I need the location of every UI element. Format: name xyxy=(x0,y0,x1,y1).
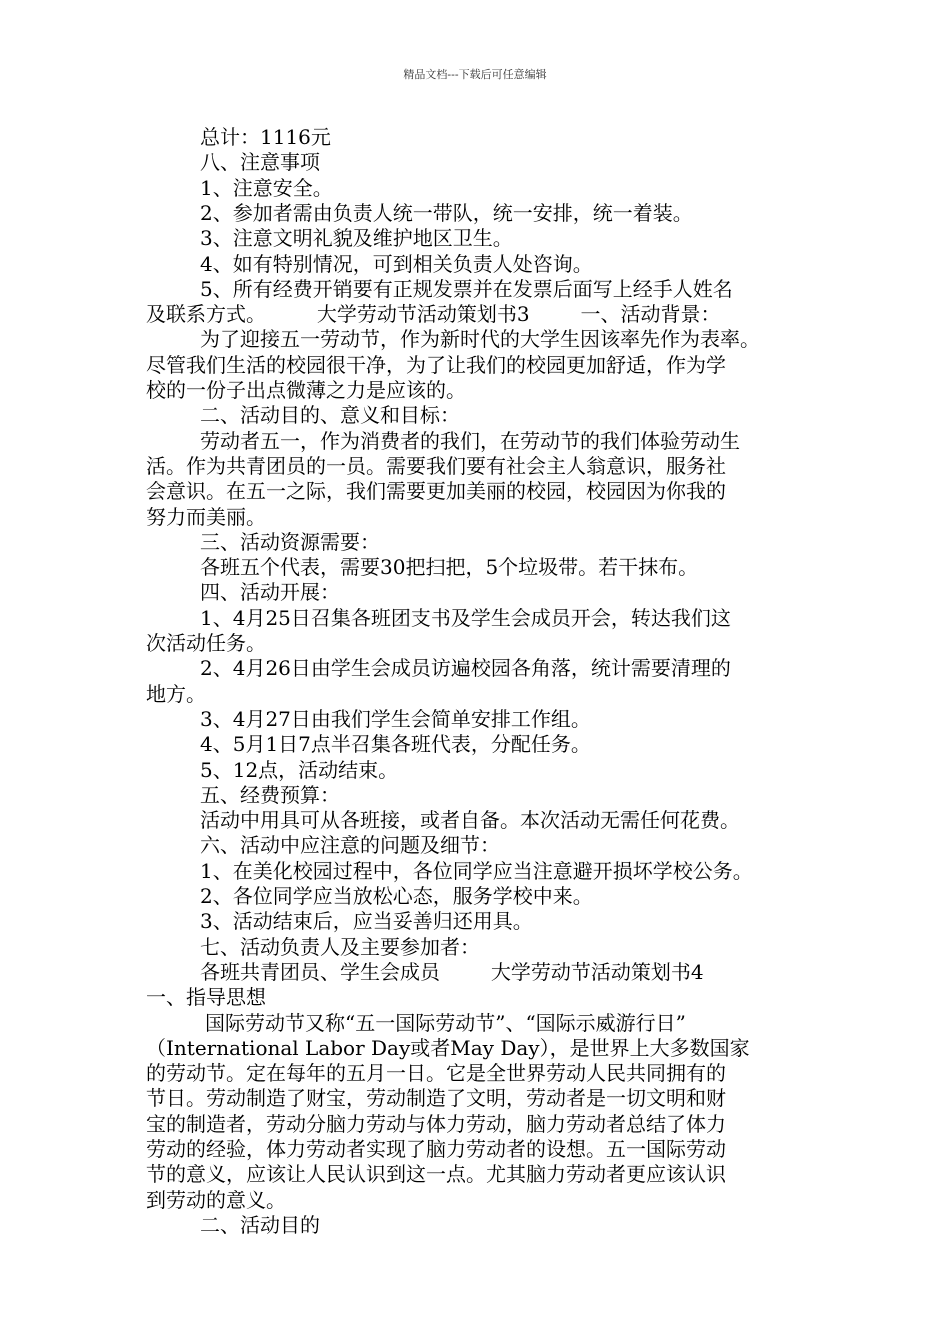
text-line: 二、活动目的、意义和目标： xyxy=(200,403,460,428)
text-line: 4、5月1日7点半召集各班代表，分配任务。 xyxy=(200,732,591,757)
text-line: 3、注意文明礼貌及维护地区卫生。 xyxy=(200,226,513,251)
text-line: 3、4月27日由我们学生会简单安排工作组。 xyxy=(200,706,591,731)
text-line: 及联系方式。 大学劳动节活动策划书3 一、活动背景： xyxy=(146,302,721,327)
text-line: 1、4月25日召集各班团支书及学生会成员开会，转达我们这 xyxy=(200,605,731,630)
text-line: 2、参加者需由负责人统一带队，统一安排，统一着装。 xyxy=(200,200,693,225)
text-line: 努力而美丽。 xyxy=(146,504,266,529)
text-line: 国际劳动节又称“五一国际劳动节”、“国际示威游行日” xyxy=(205,1010,686,1035)
text-line: 劳动者五一，作为消费者的我们，在劳动节的我们体验劳动生 xyxy=(200,428,740,453)
text-line: 5、所有经费开销要有正规发票并在发票后面写上经手人姓名 xyxy=(200,276,733,301)
text-line: 2、各位同学应当放松心态，服务学校中来。 xyxy=(200,884,593,908)
text-line: 四、活动开展： xyxy=(200,580,340,605)
text-line: 活动中用具可从各班接，或者自备。本次活动无需任何花费。 xyxy=(200,808,740,833)
text-line: 1、在美化校园过程中，各位同学应当注意避开损坏学校公务。 xyxy=(200,858,753,883)
text-line: 2、4月26日由学生会成员访遍校园各角落，统计需要清理的 xyxy=(200,656,731,681)
text-line: 的劳动节。定在每年的五月一日。它是全世界劳动人民共同拥有的 xyxy=(146,1061,726,1086)
header-watermark: 精品文档---下载后可任意编辑 xyxy=(403,68,547,81)
text-line: 1、注意安全。 xyxy=(200,175,333,200)
text-line: 五、经费预算： xyxy=(200,782,340,807)
text-line: 六、活动中应注意的问题及细节： xyxy=(200,833,500,858)
text-line: 4、如有特别情况，可到相关负责人处咨询。 xyxy=(200,251,593,276)
text-line: 校的一份子出点微薄之力是应该的。 xyxy=(146,378,466,402)
text-line: 宝的制造者，劳动分脑力劳动与体力劳动，脑力劳动者总结了体力 xyxy=(146,1111,726,1136)
text-line: 八、注意事项 xyxy=(200,150,320,175)
text-line: 次活动任务。 xyxy=(146,631,266,655)
text-line: 劳动的经验，体力劳动者实现了脑力劳动者的设想。五一国际劳动 xyxy=(146,1137,726,1161)
text-line: 会意识。在五一之际，我们需要更加美丽的校园，校园因为你我的 xyxy=(146,479,726,504)
text-line: 3、活动结束后，应当妥善归还用具。 xyxy=(200,909,533,934)
text-line: 二、活动目的 xyxy=(200,1212,320,1237)
text-line: 七、活动负责人及主要参加者： xyxy=(200,934,480,959)
text-line: 到劳动的意义。 xyxy=(146,1187,286,1212)
text-line: 三、活动资源需要： xyxy=(200,529,380,554)
text-line: 地方。 xyxy=(146,681,206,706)
text-line: 活。作为共青团员的一员。需要我们要有社会主人翁意识，服务社 xyxy=(146,453,726,478)
text-line: 5、12点，活动结束。 xyxy=(200,757,399,782)
text-line: 节的意义，应该让人民认识到这一点。尤其脑力劳动者更应该认识 xyxy=(146,1162,726,1187)
text-line: 节日。劳动制造了财宝，劳动制造了文明，劳动者是一切文明和财 xyxy=(146,1086,726,1111)
text-line: 总计：1116元 xyxy=(200,125,331,149)
text-line: （International Labor Day或者May Day），是世界上大多数国家 xyxy=(146,1035,750,1060)
text-line: 各班共青团员、学生会成员 大学劳动节活动策划书4 xyxy=(200,959,704,984)
text-line: 尽管我们生活的校园很干净，为了让我们的校园更加舒适，作为学 xyxy=(146,352,726,377)
text-line: 各班五个代表，需要30把扫把，5个垃圾带。若干抹布。 xyxy=(200,555,699,580)
text-line: 一、指导思想 xyxy=(146,985,266,1010)
text-line: 为了迎接五一劳动节，作为新时代的大学生因该率先作为表率。 xyxy=(200,327,760,352)
